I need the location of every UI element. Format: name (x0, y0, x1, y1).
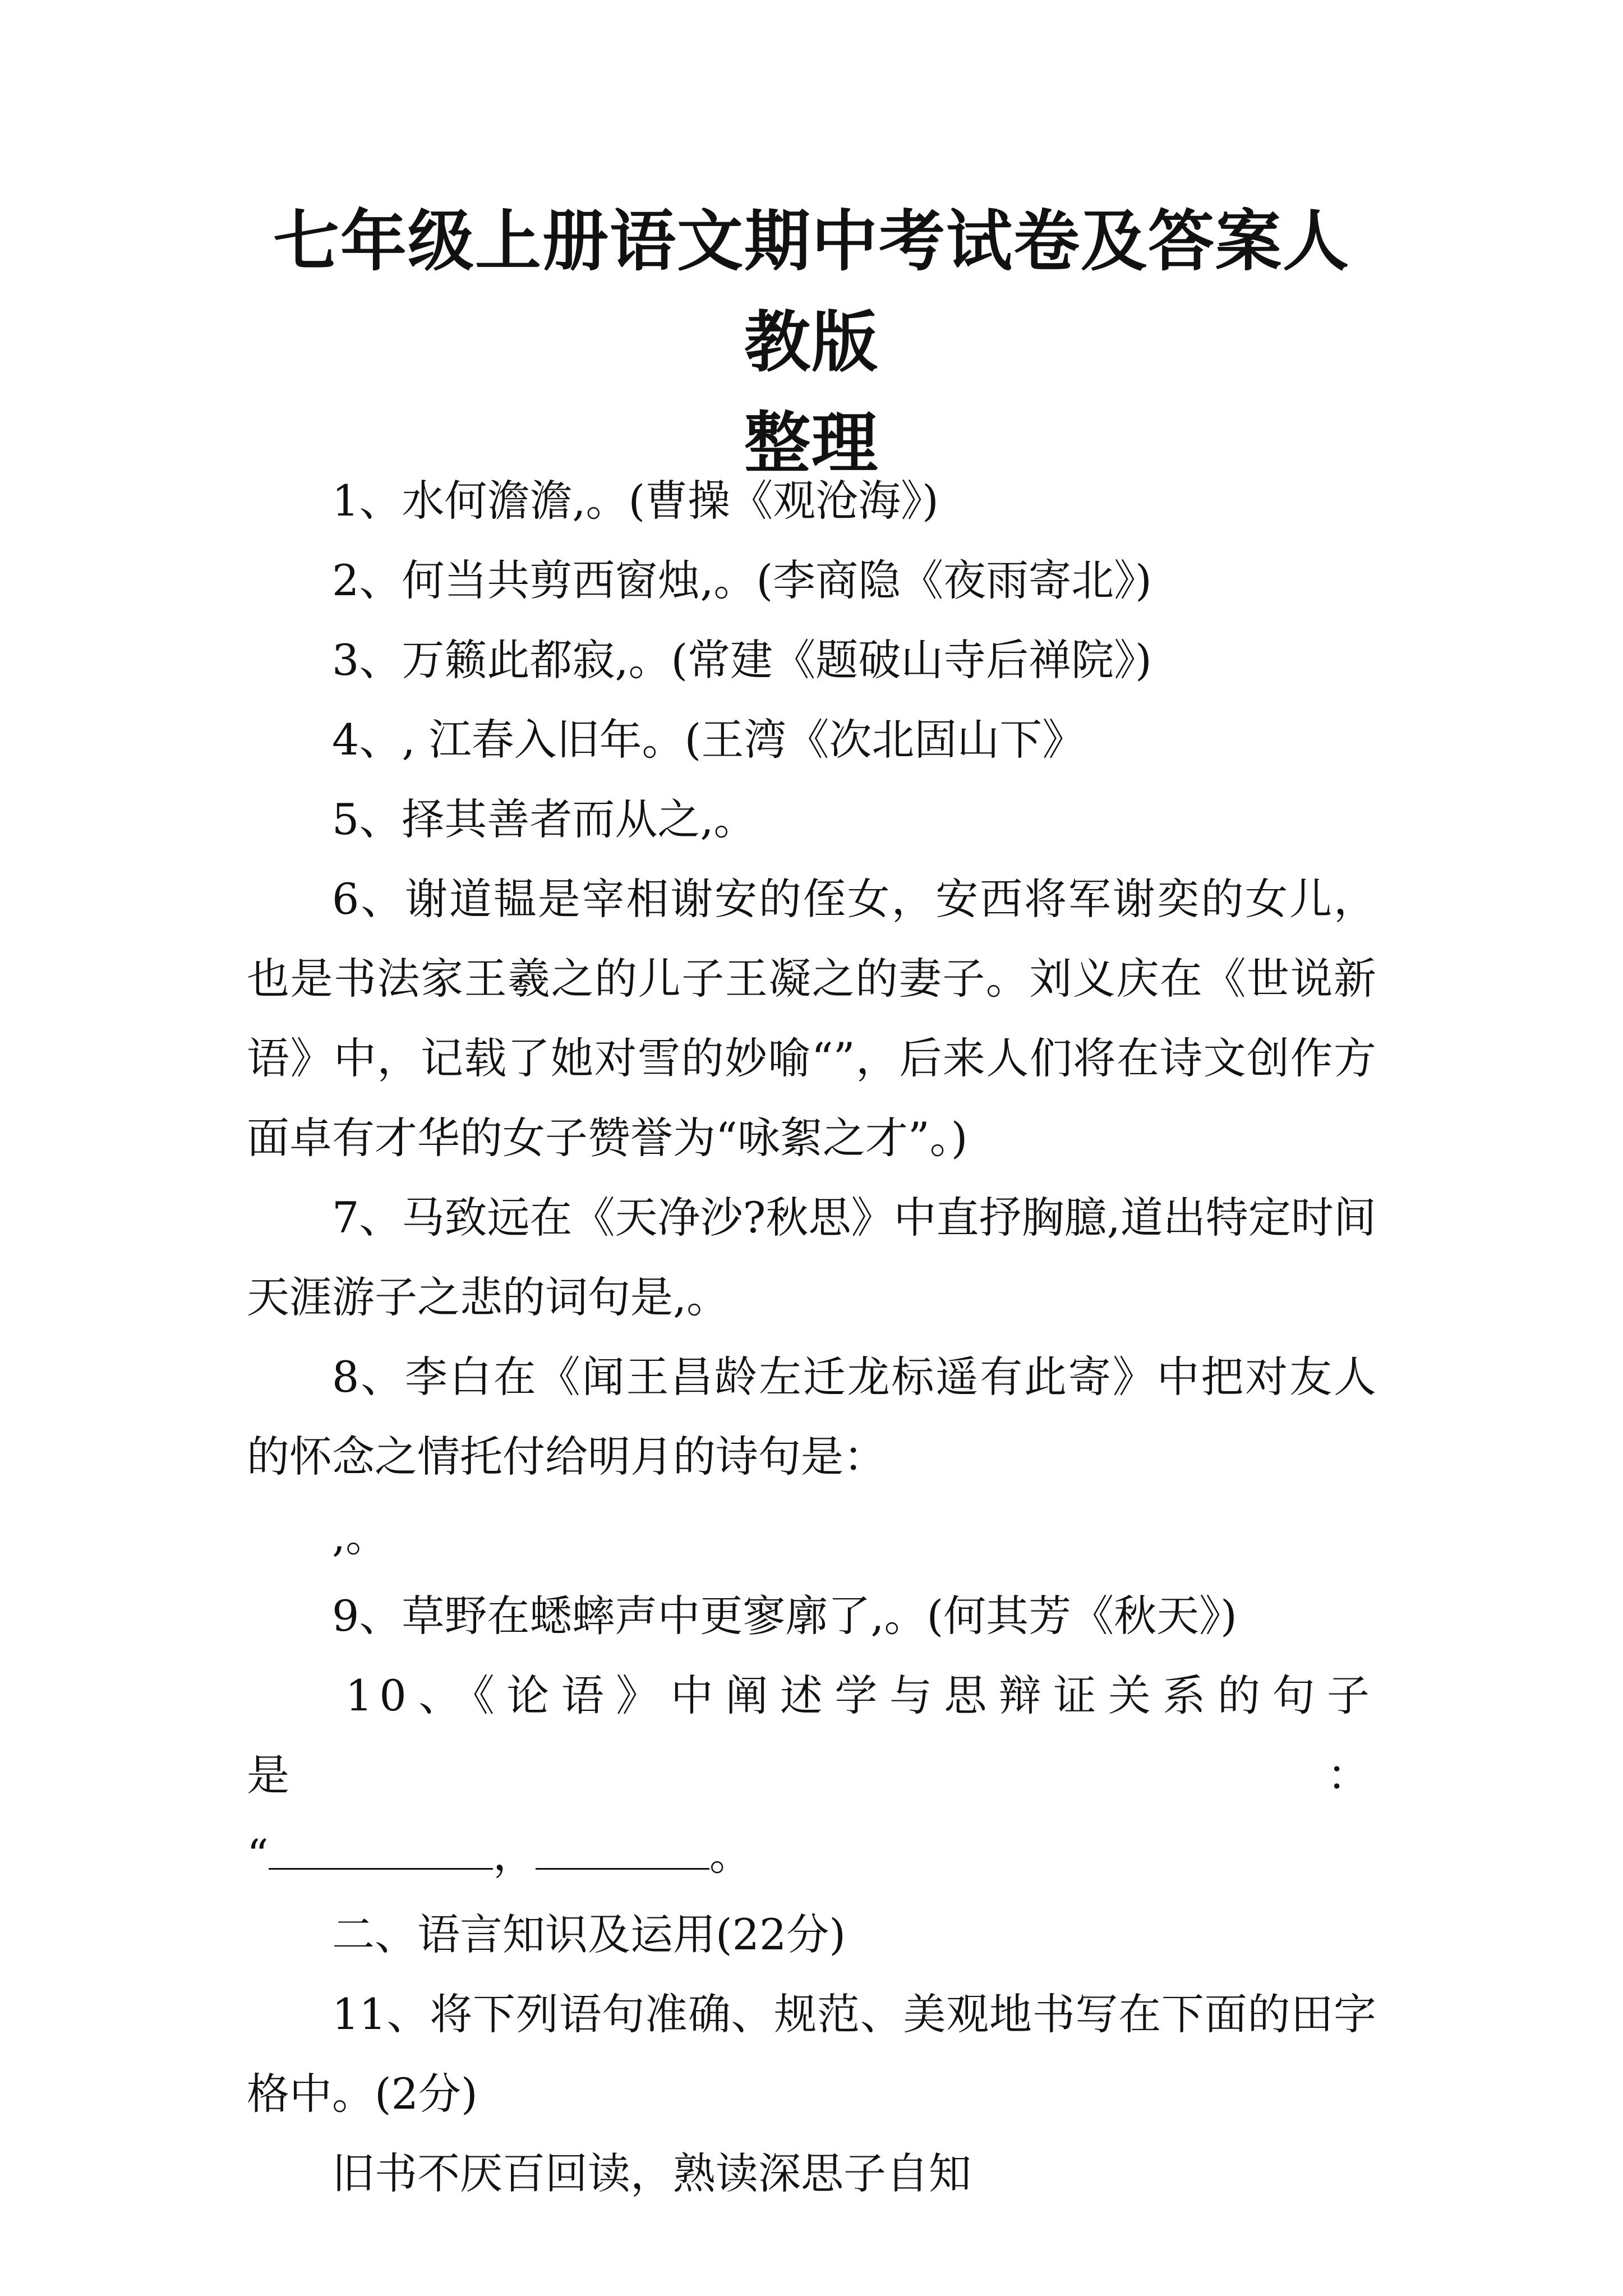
question-11-sentence: 旧书不厌百回读，熟读深思子自知 (332, 2148, 971, 2198)
question-3: 3、万籁此都寂,。(常建《题破山寺后禅院》) (332, 635, 1152, 685)
title-line-2: 整理 (744, 404, 879, 482)
open-quote: “ (247, 1830, 269, 1880)
question-10-blanks (247, 1815, 1376, 1895)
answer-blank (269, 1834, 493, 1870)
question-10: 10、《论语》中阐述学与思辩证关系的句子是： (247, 1671, 1376, 1800)
question-2: 2、何当共剪西窗烛,。(李商隐《夜雨寄北》) (332, 555, 1152, 605)
page-title (247, 191, 1376, 494)
answer-blank (536, 1834, 709, 1870)
blank-separator: ， (492, 1830, 536, 1880)
question-8-answer-line: ,。 (332, 1511, 389, 1561)
question-8: 8、李白在《闻王昌龄左迁龙标遥有此寄》中把对友人的怀念之情托付给明月的诗句是： (247, 1352, 1376, 1481)
blank-end: 。 (709, 1830, 752, 1880)
question-6: 6、谢道韫是宰相谢安的侄女，安西将军谢奕的女儿，也是书法家王羲之的儿子王凝之的妻子。刘义庆在《世说新语》中，记载了她对雪的妙喻“”，后来人们将在诗文创作方面卓有才华的女子赞誉为“咏絮之才”。) (247, 874, 1376, 1163)
question-9: 9、草野在蟋蟀声中更寥廓了,。(何其芳《秋天》) (332, 1591, 1237, 1641)
question-1: 1、水何澹澹,。(曹操《观沧海》) (332, 476, 939, 526)
question-4: 4、, 江春入旧年。(王湾《次北固山下》 (332, 715, 1085, 765)
question-7: 7、马致远在《天净沙?秋思》中直抒胸臆,道出特定时间天涯游子之悲的词句是,。 (247, 1193, 1376, 1322)
document-body (247, 461, 1376, 2214)
question-11: 11、将下列语句准确、规范、美观地书写在下面的田字格中。(2分) (247, 1989, 1376, 2119)
question-5: 5、择其善者而从之,。 (332, 794, 757, 844)
title-line-1: 七年级上册语文期中考试卷及答案人教版 (273, 203, 1350, 381)
section-2-heading: 二、语言知识及运用(22分) (332, 1910, 846, 1959)
